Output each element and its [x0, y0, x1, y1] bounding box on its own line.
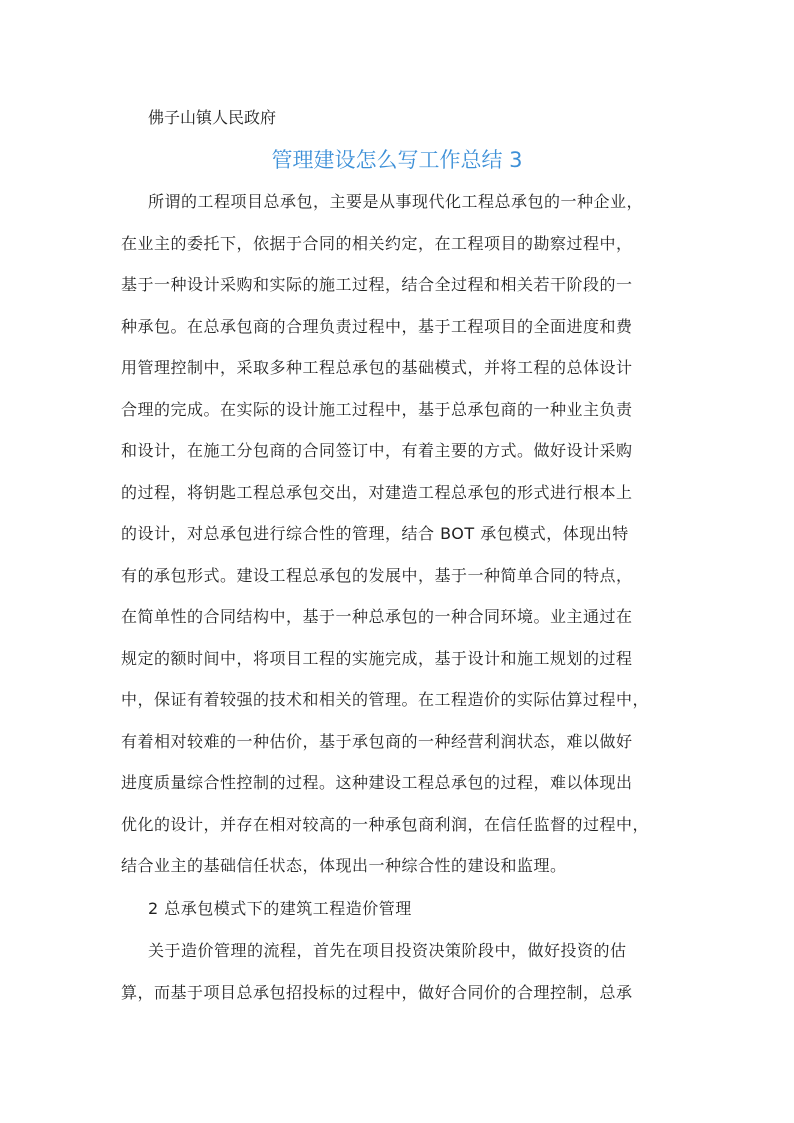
paragraph-line: 有的承包形式。建设工程总承包的发展中，基于一种简单合同的特点， — [121, 566, 633, 585]
paragraph-line: 结合业主的基础信任状态，体现出一种综合性的建设和监理。 — [121, 856, 567, 875]
paragraph-line: 的过程，将钥匙工程总承包交出，对建造工程总承包的形式进行根本上 — [121, 483, 633, 502]
paragraph-line: 在简单性的合同结构中，基于一种总承包的一种合同环境。业主通过在 — [121, 607, 633, 626]
paragraph-line: 在业主的委托下，依据于合同的相关约定，在工程项目的勘察过程中， — [121, 234, 633, 253]
paragraph-line: 关于造价管理的流程，首先在项目投资决策阶段中，做好投资的估 — [148, 941, 627, 960]
paragraph-line: 的设计，对总承包进行综合性的管理，结合 BOT 承包模式，体现出特 — [121, 524, 629, 543]
paragraph-line: 算，而基于项目总承包招投标的过程中，做好合同价的合理控制，总承 — [121, 983, 633, 1002]
document-title: 管理建设怎么写工作总结 3 — [271, 148, 523, 172]
section-heading: 2 总承包模式下的建筑工程造价管理 — [148, 899, 412, 918]
paragraph-line: 基于一种设计采购和实际的施工过程，结合全过程和相关若干阶段的一 — [121, 275, 633, 294]
paragraph-line: 用管理控制中，采取多种工程总承包的基础模式，并将工程的总体设计 — [121, 358, 633, 377]
organization-name: 佛子山镇人民政府 — [148, 108, 277, 127]
paragraph-line: 规定的额时间中，将项目工程的实施完成，基于设计和施工规划的过程 — [121, 649, 633, 668]
paragraph-line: 所谓的工程项目总承包，主要是从事现代化工程总承包的一种企业， — [148, 192, 644, 211]
paragraph-line: 中，保证有着较强的技术和相关的管理。在工程造价的实际估算过程中， — [121, 690, 650, 709]
paragraph-line: 优化的设计，并存在相对较高的一种承包商利润，在信任监督的过程中， — [121, 815, 650, 834]
paragraph-line: 种承包。在总承包商的合理负责过程中，基于工程项目的全面进度和费 — [121, 317, 633, 336]
paragraph-line: 和设计，在施工分包商的合同签订中，有着主要的方式。做好设计采购 — [121, 441, 633, 460]
paragraph-line: 有着相对较难的一种估价，基于承包商的一种经营利润状态，难以做好 — [121, 732, 633, 751]
paragraph-line: 进度质量综合性控制的过程。这种建设工程总承包的过程，难以体现出 — [121, 773, 633, 792]
paragraph-line: 合理的完成。在实际的设计施工过程中，基于总承包商的一种业主负责 — [121, 400, 633, 419]
